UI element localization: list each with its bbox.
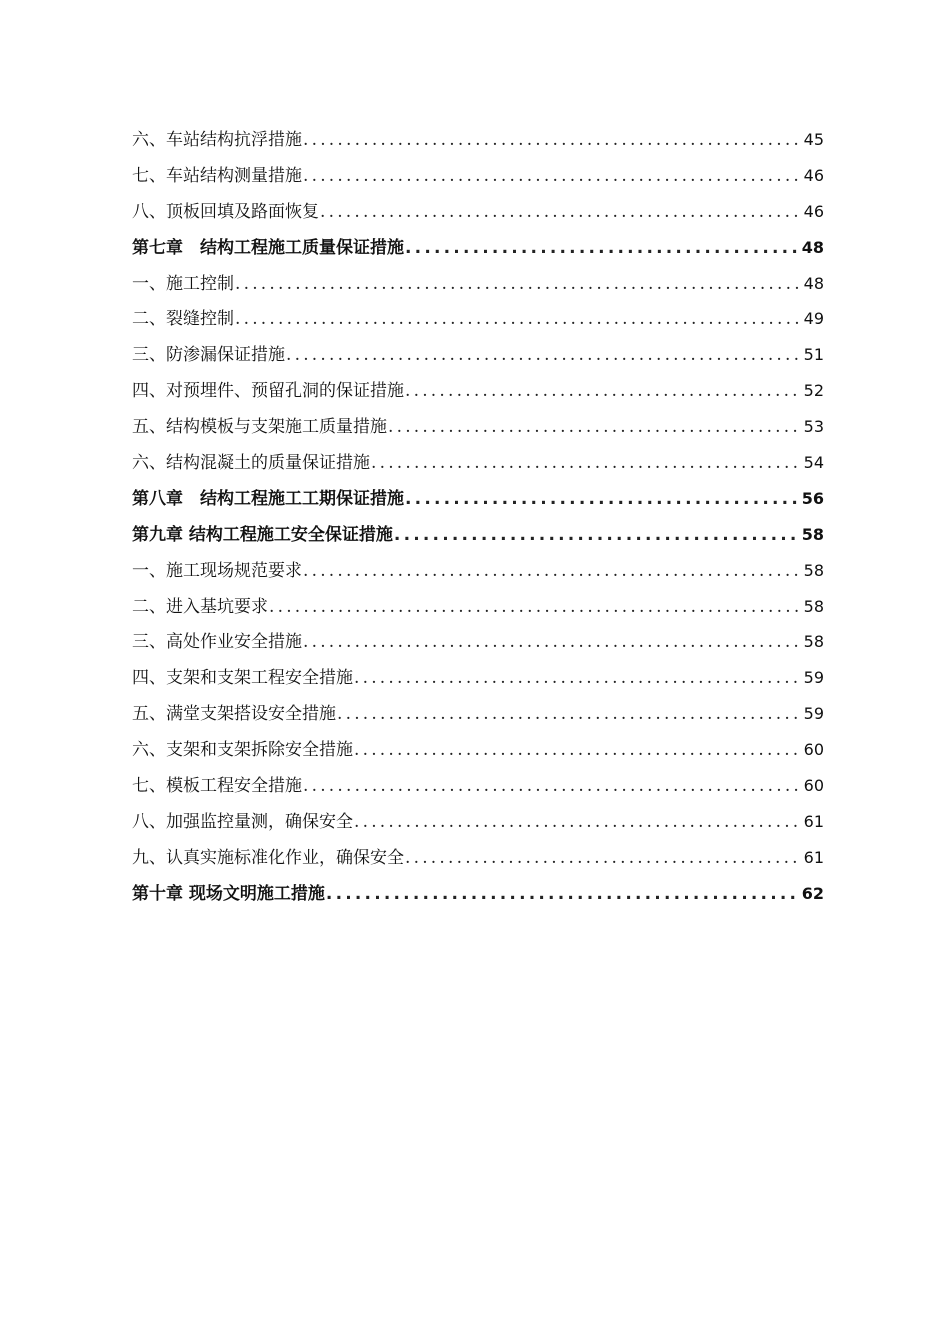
toc-section-entry[interactable] (132, 804, 824, 840)
toc-dot-leader (405, 374, 802, 409)
toc-entry-title: 第十章 现场文明施工措施 (132, 883, 325, 904)
toc-entry-title: 第八章 结构工程施工工期保证措施 (132, 488, 404, 509)
toc-chapter-entry[interactable] (132, 230, 824, 266)
toc-section-entry[interactable] (132, 768, 824, 804)
toc-entry-title: 五、满堂支架搭设安全措施 (132, 704, 336, 725)
toc-dot-leader (235, 302, 802, 337)
toc-chapter-entry[interactable] (132, 517, 824, 553)
toc-section-entry[interactable] (132, 445, 824, 481)
toc-dot-leader (354, 661, 802, 696)
toc-section-entry[interactable] (132, 660, 824, 696)
toc-section-entry[interactable] (132, 409, 824, 445)
toc-page-number: 48 (803, 273, 824, 293)
toc-page-number: 59 (803, 704, 824, 724)
toc-page-number: 49 (803, 309, 824, 329)
toc-section-entry[interactable] (132, 194, 824, 230)
toc-page-number: 46 (803, 201, 824, 221)
toc-section-entry[interactable] (132, 301, 824, 337)
toc-entry-title: 七、模板工程安全措施 (132, 776, 302, 797)
toc-section-entry[interactable] (132, 373, 824, 409)
toc-entry-title: 三、高处作业安全措施 (132, 632, 302, 653)
toc-dot-leader (303, 554, 802, 589)
toc-dot-leader (354, 805, 802, 840)
toc-dot-leader (405, 482, 800, 517)
toc-section-entry[interactable] (132, 589, 824, 625)
toc-section-entry[interactable] (132, 158, 824, 194)
toc-dot-leader (269, 590, 802, 625)
toc-dot-leader (337, 697, 802, 732)
toc-page-number: 61 (803, 847, 824, 867)
toc-page-number: 60 (803, 740, 824, 760)
toc-page-number: 58 (803, 560, 824, 580)
toc-section-entry[interactable] (132, 122, 824, 158)
toc-page-number: 53 (803, 417, 824, 437)
toc-page-number: 58 (803, 632, 824, 652)
toc-page-number: 58 (803, 596, 824, 616)
toc-dot-leader (371, 446, 802, 481)
toc-page-number: 54 (803, 453, 824, 473)
toc-entry-title: 五、结构模板与支架施工质量措施 (132, 417, 387, 438)
toc-page-number: 46 (803, 165, 824, 185)
toc-entry-title: 一、施工现场规范要求 (132, 560, 302, 581)
toc-entry-title: 第九章 结构工程施工安全保证措施 (132, 524, 393, 545)
toc-entry-title: 七、车站结构测量措施 (132, 165, 302, 186)
toc-page-number: 59 (803, 668, 824, 688)
toc-page-number: 61 (803, 811, 824, 831)
toc-entry-title: 四、支架和支架工程安全措施 (132, 668, 353, 689)
toc-chapter-entry[interactable] (132, 481, 824, 517)
toc-section-entry[interactable] (132, 840, 824, 876)
toc-page-number: 58 (801, 524, 824, 544)
toc-dot-leader (320, 195, 802, 230)
toc-entry-title: 六、支架和支架拆除安全措施 (132, 740, 353, 761)
toc-page-number: 60 (803, 776, 824, 796)
toc-dot-leader (303, 625, 802, 660)
toc-entry-title: 八、加强监控量测，确保安全 (132, 811, 353, 832)
toc-dot-leader (326, 877, 800, 912)
toc-entry-title: 三、防渗漏保证措施 (132, 345, 285, 366)
toc-section-entry[interactable] (132, 624, 824, 660)
toc-entry-title: 二、裂缝控制 (132, 309, 234, 330)
toc-dot-leader (405, 231, 800, 266)
toc-entry-title: 一、施工控制 (132, 273, 234, 294)
toc-section-entry[interactable] (132, 553, 824, 589)
toc-entry-title: 八、顶板回填及路面恢复 (132, 201, 319, 222)
toc-dot-leader (394, 518, 800, 553)
toc-entry-title: 第七章 结构工程施工质量保证措施 (132, 237, 404, 258)
toc-entry-title: 四、对预埋件、预留孔洞的保证措施 (132, 381, 404, 402)
toc-chapter-entry[interactable] (132, 876, 824, 912)
toc-dot-leader (354, 733, 802, 768)
table-of-contents (132, 122, 824, 912)
toc-page-number: 56 (801, 488, 824, 508)
toc-entry-title: 二、进入基坑要求 (132, 596, 268, 617)
toc-entry-title: 六、车站结构抗浮措施 (132, 130, 302, 150)
toc-section-entry[interactable] (132, 337, 824, 373)
toc-dot-leader (388, 410, 802, 445)
toc-section-entry[interactable] (132, 732, 824, 768)
toc-dot-leader (303, 769, 802, 804)
toc-entry-title: 六、结构混凝土的质量保证措施 (132, 453, 370, 474)
toc-page-number: 45 (803, 130, 824, 149)
toc-page-number: 51 (803, 345, 824, 365)
toc-section-entry[interactable] (132, 696, 824, 732)
toc-section-entry[interactable] (132, 266, 824, 302)
toc-dot-leader (405, 841, 802, 876)
toc-page-number: 52 (803, 381, 824, 401)
toc-dot-leader (303, 123, 802, 158)
toc-entry-title: 九、认真实施标准化作业，确保安全 (132, 847, 404, 868)
toc-dot-leader (303, 159, 802, 194)
toc-page-number: 62 (801, 883, 824, 903)
toc-dot-leader (235, 267, 802, 302)
toc-page-number: 48 (801, 237, 824, 257)
toc-dot-leader (286, 338, 802, 373)
